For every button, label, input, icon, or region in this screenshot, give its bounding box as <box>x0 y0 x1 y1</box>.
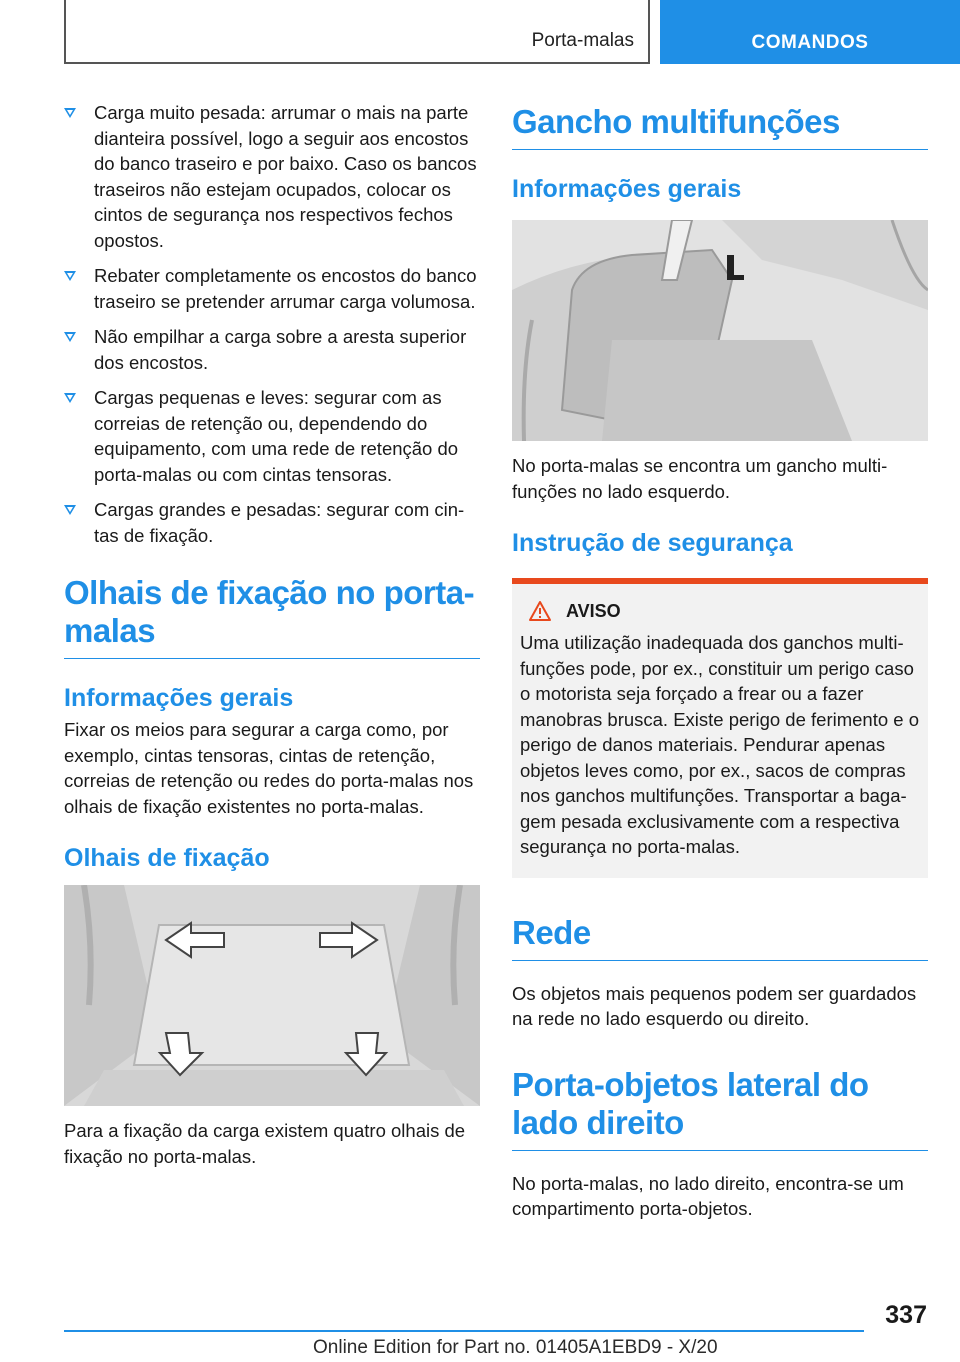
eyelets-caption: Para a fixação da carga existem quatro olhais de fixação no porta-malas. <box>64 1120 466 1167</box>
hook-caption: No porta-malas se encontra um gancho multifunções no lado esquerdo. <box>512 455 888 502</box>
warning-text: Uma utilização inadequada dos ganchos multifunções pode, por ex., constituir um perigo caso o motorista seja forçado a frear ou a fazer manobras brusca. Existe perigo de ferimento e o perigo de danos materiais. Pendurar apenas objetos leves como, por ex., sacos de compras nos ganchos multifunções. Transportar a bagagem pesada exclusivamente com a respectiva segurança no porta-malas. <box>520 632 919 857</box>
left-column <box>64 100 480 1169</box>
trunk-eyelets-illustration <box>64 885 480 1106</box>
side-storage-text: No porta-malas, no lado direito, encontra-se um compartimento porta-objetos. <box>512 1172 904 1219</box>
subsection-title-general: Informações gerais <box>64 684 294 712</box>
general-info-text: Fixar os meios para segurar a carga como, por exemplo, cintas tensoras, cintas de retenção, correias de retenção ou redes do porta-malas nos olhais de fixação existentes no porta-malas. <box>64 719 474 817</box>
bullet-triangle-icon <box>64 505 76 515</box>
list-item: Rebater completamente os encostos do banco traseiro se pretender arrumar carga volumosa. <box>64 263 480 314</box>
header-chapter-title: COMANDOS <box>751 32 869 53</box>
section-title-eyelets: Olhais de fixação no porta-malas <box>64 574 480 659</box>
hook-illustration <box>512 220 928 441</box>
footer-edition: Online Edition for Part no. 01405A1EBD9 - X/20 <box>313 1337 718 1358</box>
list-item: Carga muito pesada: arrumar o mais na parte dianteira possível, logo a seguir aos encostos do banco traseiro e por baixo. Caso os bancos traseiros não estejam ocupados, colocar os cintos de segurança nos respectivos fechos opostos. <box>64 100 480 253</box>
subsection-title-general: Informações gerais <box>512 175 742 203</box>
section-title-net: Rede <box>512 914 928 961</box>
bullet-triangle-icon <box>64 108 76 118</box>
subsection-title-safety: Instrução de segurança <box>512 529 793 557</box>
header-section-title: Porta-malas <box>531 30 634 51</box>
page-number: 337 <box>885 1301 927 1329</box>
subsection-title-eyelets: Olhais de fixação <box>64 844 270 872</box>
section-title-side-storage: Porta-objetos lateral do lado direito <box>512 1066 928 1151</box>
warning-label: AVISO <box>566 600 621 621</box>
header-section-box <box>64 0 650 64</box>
footer-divider <box>64 1330 864 1332</box>
bullet-triangle-icon <box>64 393 76 403</box>
header-chapter-tab <box>660 0 960 64</box>
right-column <box>512 100 928 1222</box>
list-item: Cargas pequenas e leves: segurar com as correias de retenção ou, dependendo do equipamento, com uma rede de retenção do porta-malas ou com cintas tensoras. <box>64 385 480 487</box>
section-title-hook: Gancho multifunções <box>512 103 928 150</box>
list-item: Não empilhar a carga sobre a aresta superior dos encostos. <box>64 324 480 375</box>
bullet-triangle-icon <box>64 271 76 281</box>
warning-triangle-icon <box>528 600 552 622</box>
list-item: Cargas grandes e pesadas: segurar com cintas de fixação. <box>64 497 480 548</box>
warning-box <box>512 578 928 878</box>
bullet-triangle-icon <box>64 332 76 342</box>
loading-tips-list <box>64 100 480 548</box>
net-text: Os objetos mais pequenos podem ser guardados na rede no lado esquerdo ou direito. <box>512 982 917 1029</box>
